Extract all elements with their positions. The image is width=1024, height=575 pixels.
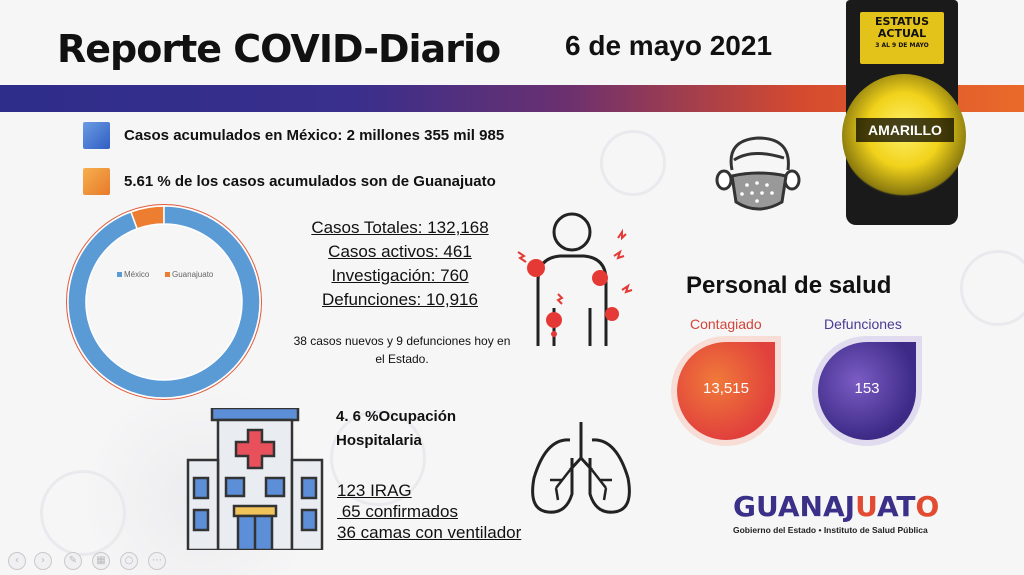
virus-decoration — [40, 470, 126, 556]
deaths-value: 153 — [854, 380, 880, 397]
guanajuato-logo — [733, 490, 939, 523]
donut-chart — [64, 204, 264, 400]
brand-part-b: U — [855, 490, 877, 523]
legend-mexico-label: México — [124, 270, 150, 279]
occupancy-line2: Hospitalaria — [336, 432, 422, 449]
mexico-cases-text: Casos acumulados en México: 2 millones 355 mil 985 — [124, 127, 505, 144]
status-level: AMARILLO — [856, 118, 954, 142]
brand-part-d: O — [915, 490, 940, 523]
report-date: 6 de mayo 2021 — [565, 30, 773, 61]
investigation-cases: Investigación: 760 — [331, 266, 469, 285]
brand-part-c: AT — [876, 490, 916, 523]
page-title: Reporte COVID-Diario — [57, 27, 501, 71]
total-deaths: Defunciones: 10,916 — [322, 290, 478, 309]
virus-decoration — [960, 250, 1024, 326]
virus-decoration — [600, 130, 666, 196]
body-symptoms-icon — [514, 208, 644, 348]
deaths-label: Defunciones — [824, 316, 902, 332]
pen-tool-icon[interactable]: ✎ — [64, 552, 82, 570]
irag-stats — [337, 480, 521, 543]
legend-guanajuato-label: Guanajuato — [172, 270, 214, 279]
infected-value: 13,515 — [703, 380, 749, 397]
legend-mexico-marker — [117, 272, 122, 277]
infected-drop — [677, 342, 775, 440]
legend-guanajuato-marker — [165, 272, 170, 277]
zoom-icon[interactable]: ○ — [120, 552, 138, 570]
status-traffic-light — [838, 0, 968, 228]
active-cases: Casos activos: 461 — [328, 242, 472, 261]
mask-face-icon — [712, 130, 804, 218]
infected-label: Contagiado — [690, 316, 762, 332]
confirmed-count: 65 confirmados — [337, 502, 458, 521]
case-stats — [300, 216, 500, 312]
deaths-drop — [818, 342, 916, 440]
daily-note: 38 casos nuevos y 9 defunciones hoy en el Estado. — [293, 334, 511, 366]
next-slide-icon[interactable]: › — [34, 552, 52, 570]
ventilator-beds: 36 camas con ventilador — [337, 523, 522, 542]
occupancy-line1: 4. 6 %Ocupación — [336, 408, 457, 425]
hospital-icon — [182, 408, 332, 550]
slides-grid-icon[interactable]: ▦ — [92, 552, 110, 570]
brand-part-a: GUANAJ — [733, 490, 856, 523]
status-range: 3 AL 9 DE MAYO — [875, 42, 929, 49]
guanajuato-legend-swatch — [83, 168, 110, 195]
status-header — [860, 12, 944, 64]
mexico-legend-swatch — [83, 122, 110, 149]
health-staff-title: Personal de salud — [686, 272, 892, 299]
guanajuato-share-text: 5.61 % de los casos acumulados son de Guanajuato — [124, 173, 496, 190]
total-cases: Casos Totales: 132,168 — [311, 218, 489, 237]
more-options-icon[interactable]: ⋯ — [148, 552, 166, 570]
lungs-icon — [526, 418, 636, 518]
previous-slide-icon[interactable]: ‹ — [8, 552, 26, 570]
brand-subtitle: Gobierno del Estado • Instituto de Salud Pública — [733, 525, 928, 535]
hospital-occupancy — [336, 405, 456, 453]
status-heading: ESTATUS ACTUAL — [874, 15, 930, 40]
irag-count: 123 IRAG — [337, 481, 412, 500]
